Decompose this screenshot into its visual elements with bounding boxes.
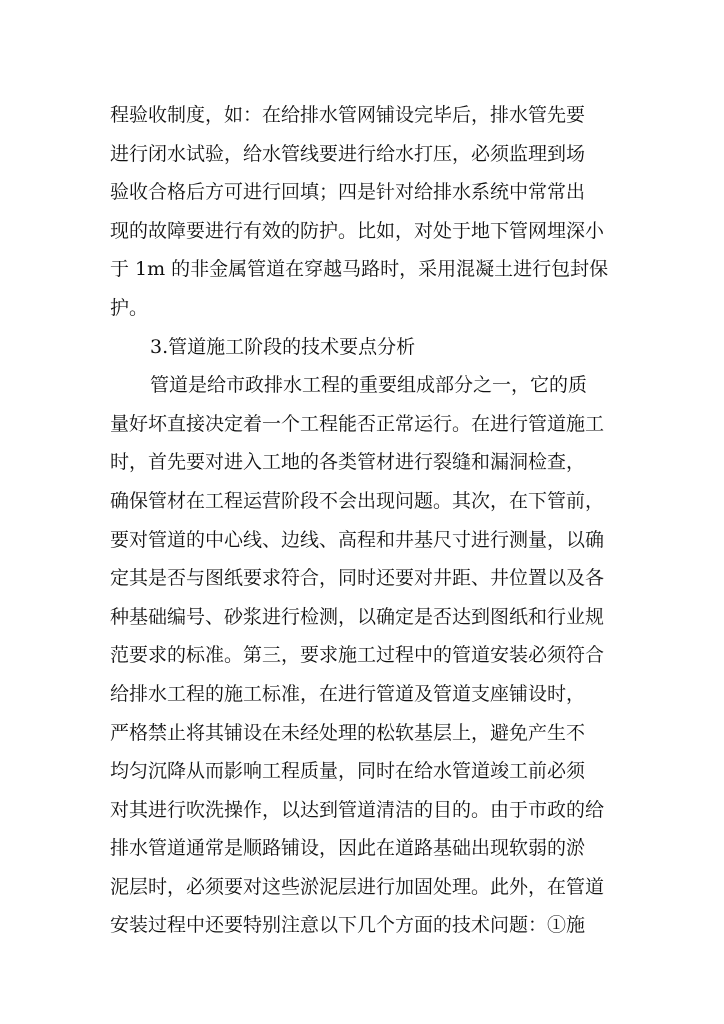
text-line: 确保管材在工程运营阶段不会出现问题。其次，在下管前， — [110, 489, 605, 512]
document-body — [110, 96, 630, 945]
text-line: 现的故障要进行有效的防护。比如，对处于地下管网埋深小 — [110, 219, 605, 242]
text-line: 泥层时，必须要对这些淤泥层进行加固处理。此外，在管道 — [110, 875, 605, 898]
text-line: 3.管道施工阶段的技术要点分析 — [150, 335, 416, 358]
text-line: 均匀沉降从而影响工程质量，同时在给水管道竣工前必须 — [110, 760, 586, 783]
text-line: 验收合格后方可进行回填；四是针对给排水系统中常常出 — [110, 181, 586, 204]
text-line: 对其进行吹洗操作，以达到管道清洁的目的。由于市政的给 — [110, 798, 605, 821]
text-line: 程验收制度，如：在给排水管网铺设完毕后，排水管先要 — [110, 104, 586, 126]
text-line: 要对管道的中心线、边线、高程和井基尺寸进行测量，以确 — [110, 528, 605, 551]
text-line: 量好坏直接决定着一个工程能否正常运行。在进行管道施工 — [110, 412, 605, 435]
text-line: 排水管道通常是顺路铺设，因此在道路基础出现软弱的淤 — [110, 837, 586, 860]
text-line: 时，首先要对进入工地的各类管材进行裂缝和漏洞检查， — [110, 451, 586, 474]
text-line: 严格禁止将其铺设在未经处理的松软基层上，避免产生不 — [110, 721, 586, 744]
text-line: 进行闭水试验，给水管线要进行给水打压，必须监理到场 — [110, 142, 586, 165]
text-line: 给排水工程的施工标准，在进行管道及管道支座铺设时， — [110, 682, 586, 705]
text-line: 定其是否与图纸要求符合，同时还要对井距、井位置以及各 — [110, 567, 605, 590]
text-line: 种基础编号、砂浆进行检测，以确定是否达到图纸和行业规 — [110, 605, 605, 628]
text-line: 安装过程中还要特别注意以下几个方面的技术问题：①施 — [110, 914, 586, 937]
text-line: 范要求的标准。第三，要求施工过程中的管道安装必须符合 — [110, 644, 605, 667]
text-line: 管道是给市政排水工程的重要组成部分之一，它的质 — [150, 374, 588, 397]
text-line: 护。 — [110, 296, 149, 319]
text-line: 于 1m 的非金属管道在穿越马路时，采用混凝土进行包封保 — [110, 258, 609, 281]
